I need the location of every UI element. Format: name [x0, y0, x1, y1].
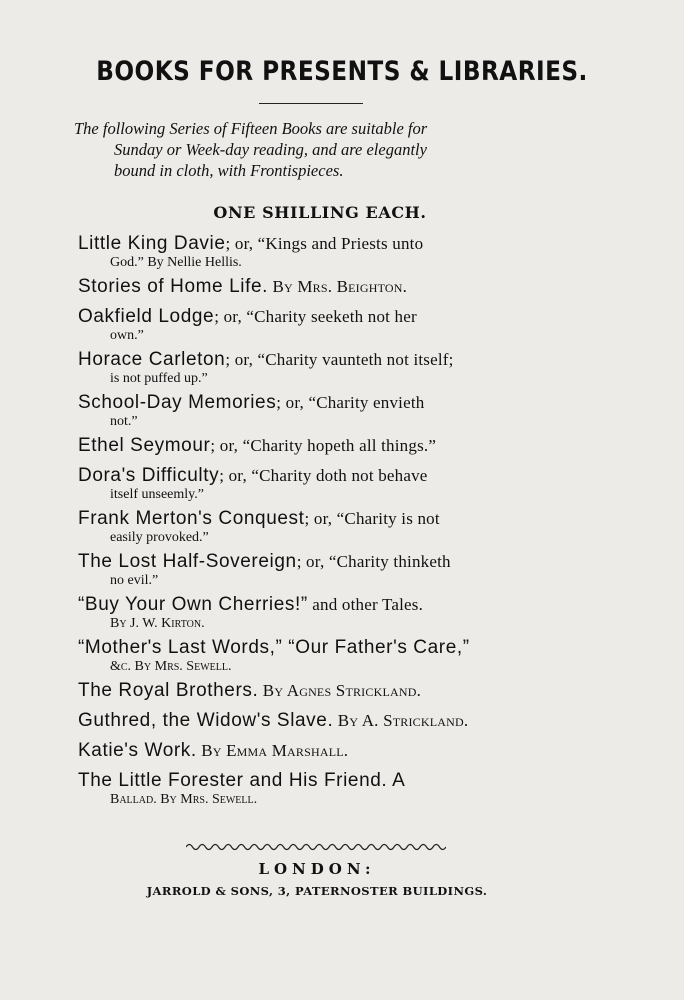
book-entry — [78, 739, 560, 769]
book-author: By J. W. Kirton. — [110, 616, 205, 631]
book-subtitle: ; or, “Charity doth not behave — [219, 466, 428, 485]
book-title: “Buy Your Own Cherries!” — [78, 594, 308, 615]
title-rule — [259, 103, 363, 104]
book-title: School-Day Memories — [78, 392, 277, 413]
book-entry — [78, 275, 560, 305]
book-title: Frank Merton's Conquest — [78, 508, 305, 529]
book-list — [78, 232, 560, 812]
book-subtitle: ; or, “Charity vaunteth not itself; — [225, 350, 454, 369]
book-entry — [78, 434, 560, 464]
intro-line-2: Sunday or Week-day reading, and are elegantly — [114, 140, 427, 159]
book-title: Katie's Work. — [78, 740, 197, 761]
price-heading: ONE SHILLING EACH. — [213, 203, 427, 222]
book-entry — [78, 348, 560, 387]
intro-line-1: The following Series of Fifteen Books are suitable for — [74, 119, 428, 138]
book-continuation: own.” — [110, 328, 144, 343]
book-continuation: God.” By Nellie Hellis. — [110, 255, 242, 270]
book-entry — [78, 769, 560, 808]
book-title: Oakfield Lodge — [78, 306, 215, 327]
book-continuation: itself unseemly.” — [110, 487, 204, 502]
book-title: Ethel Seymour — [78, 435, 211, 456]
book-subtitle: ; or, “Charity envieth — [276, 393, 425, 412]
book-title: The Lost Half-Sovereign — [78, 551, 297, 572]
book-entry — [78, 232, 560, 271]
book-author: &c. By Mrs. Sewell. — [110, 659, 232, 674]
book-continuation: easily provoked.” — [110, 530, 209, 545]
book-author: By Mrs. Beighton. — [268, 277, 408, 296]
book-continuation: no evil.” — [110, 573, 159, 588]
book-subtitle: ; or, “Charity seeketh not her — [214, 307, 417, 326]
book-entry — [78, 507, 560, 546]
book-subtitle: ; or, “Charity is not — [304, 509, 440, 528]
book-entry — [78, 464, 560, 503]
book-entry — [78, 709, 560, 739]
book-author: Ballad. By Mrs. Sewell. — [110, 792, 258, 807]
page-title: BOOKS FOR PRESENTS & LIBRARIES. — [96, 56, 588, 87]
intro-line-3: bound in cloth, with Frontispieces. — [114, 161, 344, 180]
book-title: Guthred, the Widow's Slave. — [78, 710, 334, 731]
book-subtitle: and other Tales. — [307, 595, 424, 614]
book-subtitle: ; or, “Charity hopeth all things.” — [210, 436, 437, 455]
book-entry — [78, 305, 560, 344]
book-subtitle: ; or, “Charity thinketh — [296, 552, 451, 571]
book-entry — [78, 550, 560, 589]
book-author: By Agnes Strickland. — [258, 681, 422, 700]
intro-paragraph — [74, 118, 574, 181]
book-subtitle: ; or, “Kings and Priests unto — [225, 234, 424, 253]
book-entry — [78, 679, 560, 709]
wavy-divider — [186, 842, 446, 852]
book-continuation: is not puffed up.” — [110, 371, 208, 386]
imprint-publisher: JARROLD & SONS, 3, PATERNOSTER BUILDINGS. — [146, 884, 488, 898]
book-title: Little King Davie — [78, 233, 226, 254]
book-title: “Mother's Last Words,” “Our Father's Care,” — [78, 637, 470, 658]
book-entry — [78, 593, 560, 632]
book-author: By A. Strickland. — [333, 711, 469, 730]
imprint-city: LONDON: — [258, 860, 376, 878]
book-entry — [78, 636, 560, 675]
book-title: Horace Carleton — [78, 349, 226, 370]
book-title: Stories of Home Life. — [78, 276, 269, 297]
book-entry — [78, 391, 560, 430]
book-title: The Little Forester and His Friend. A — [78, 770, 406, 791]
book-title: Dora's Difficulty — [78, 465, 220, 486]
book-author: By Emma Marshall. — [196, 741, 349, 760]
book-title: The Royal Brothers. — [78, 680, 259, 701]
book-continuation: not.” — [110, 414, 138, 429]
